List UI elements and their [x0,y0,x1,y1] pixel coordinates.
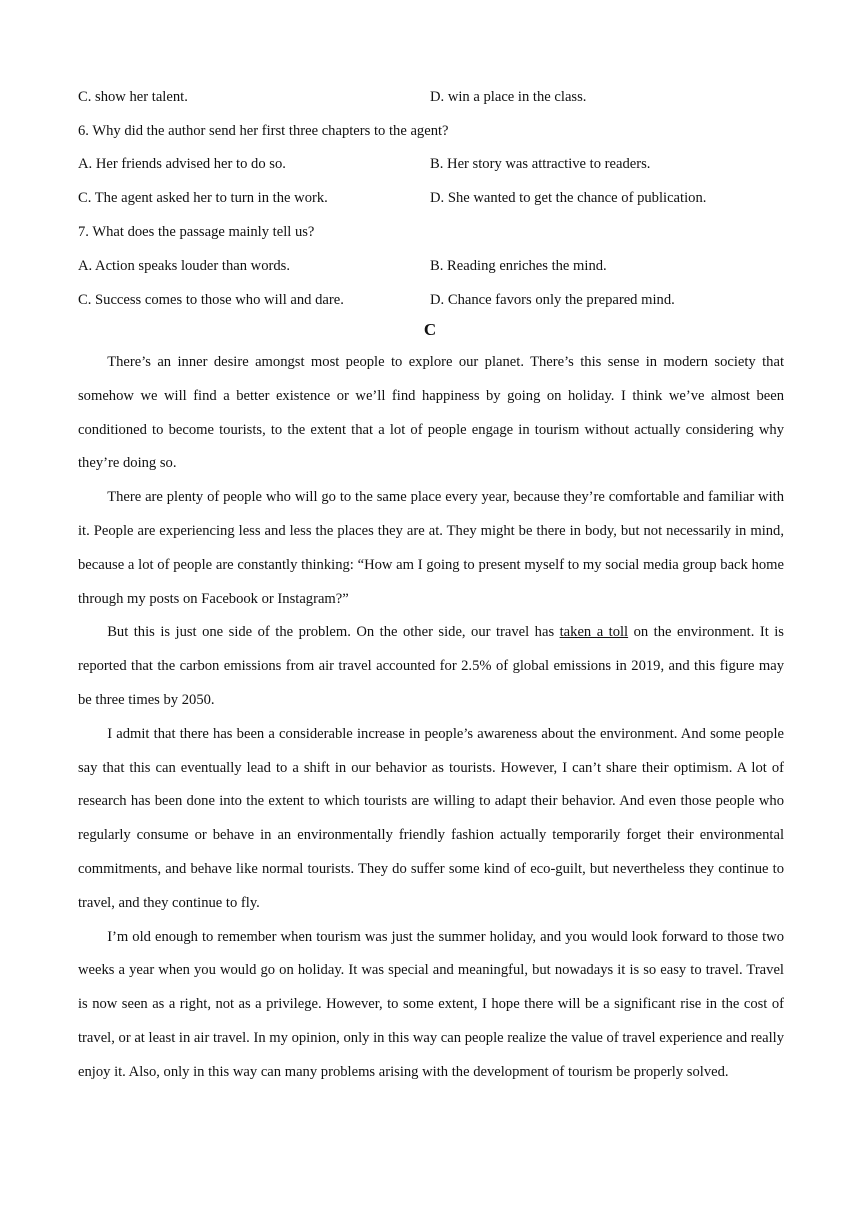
passage-paragraph-1: There’s an inner desire amongst most people to explore our planet. There’s this sense in modern society that somehow we will find a better existence or we’ll find happiness by going on holiday. I think we’ve almost been conditioned to become tourists, to the extent that a lot of people engage in tourism without actually considering why they’re doing so. [78,354,784,472]
q7-option-b: B. Reading enriches the mind. [430,258,607,274]
q7-option-c: C. Success comes to those who will and dare. [78,292,344,308]
passage-paragraph-3 [78,616,784,717]
q6-option-c: C. The agent asked her to turn in the work. [78,190,328,206]
passage-paragraph-5: I’m old enough to remember when tourism was just the summer holiday, and you would look forward to those two weeks a year when you would go on holiday. It was special and meaningful, but nowadays it is so easy to travel. Travel is now seen as a right, not as a privilege. However, to some extent, I hope there will be a significant rise in the cost of travel, or at least in air travel. In my opinion, only in this way can people realize the value of travel experience and really enjoy it. Also, only in this way can many problems arising with the development of tourism be properly solved. [78,928,784,1080]
paragraph-3-text-after: on the environment. It is reported that the carbon emissions from air travel accounted for 2.5% of global emissions in 2019, and this figure may be three times by 2050. [78,624,784,708]
q6-option-d: D. She wanted to get the chance of publication. [430,190,707,206]
paragraph-3-text-before: But this is just one side of the problem. On the other side, our travel has [107,624,560,641]
underlined-phrase: taken a toll [559,624,629,641]
passage-paragraph-4: I admit that there has been a considerable increase in people’s awareness about the environment. And some people say that this can eventually lead to a shift in our behavior as tourists. However, I can’t share their optimism. A lot of research has been done into the extent to which tourists are willing to adapt their behavior. And even those people who regularly consume or behave in an environmentally friendly fashion actually temporarily forget their environmental commitments, and behave like normal tourists. They do suffer some kind of eco-guilt, but nevertheless they continue to travel, and they continue to fly. [78,725,784,911]
q7-options-row-cd [78,288,788,312]
q5-options-row-cd [78,85,788,109]
q7-option-d: D. Chance favors only the prepared mind. [430,292,675,308]
q6-option-a: A. Her friends advised her to do so. [78,156,286,172]
q7-option-a: A. Action speaks louder than words. [78,258,290,274]
section-heading: C [423,320,437,339]
q6-options-row-cd [78,186,788,210]
q7-options-row-ab [78,254,788,278]
q7-stem: 7. What does the passage mainly tell us? [78,224,315,240]
passage-paragraph-2: There are plenty of people who will go to the same place every year, because they’re comfortable and familiar with it. People are experiencing less and less the places they are at. They might be there in body, but not necessarily in mind, because a lot of people are constantly thinking: “How am I going to present myself to my social media group back home through my posts on Facebook or Instagram?” [78,489,784,607]
q5-option-c: C. show her talent. [78,89,188,105]
q6-options-row-ab [78,152,788,176]
q6-stem: 6. Why did the author send her first three chapters to the agent? [78,123,449,139]
passage-c [78,346,784,1090]
q6-option-b: B. Her story was attractive to readers. [430,156,651,172]
q5-option-d: D. win a place in the class. [430,89,587,105]
